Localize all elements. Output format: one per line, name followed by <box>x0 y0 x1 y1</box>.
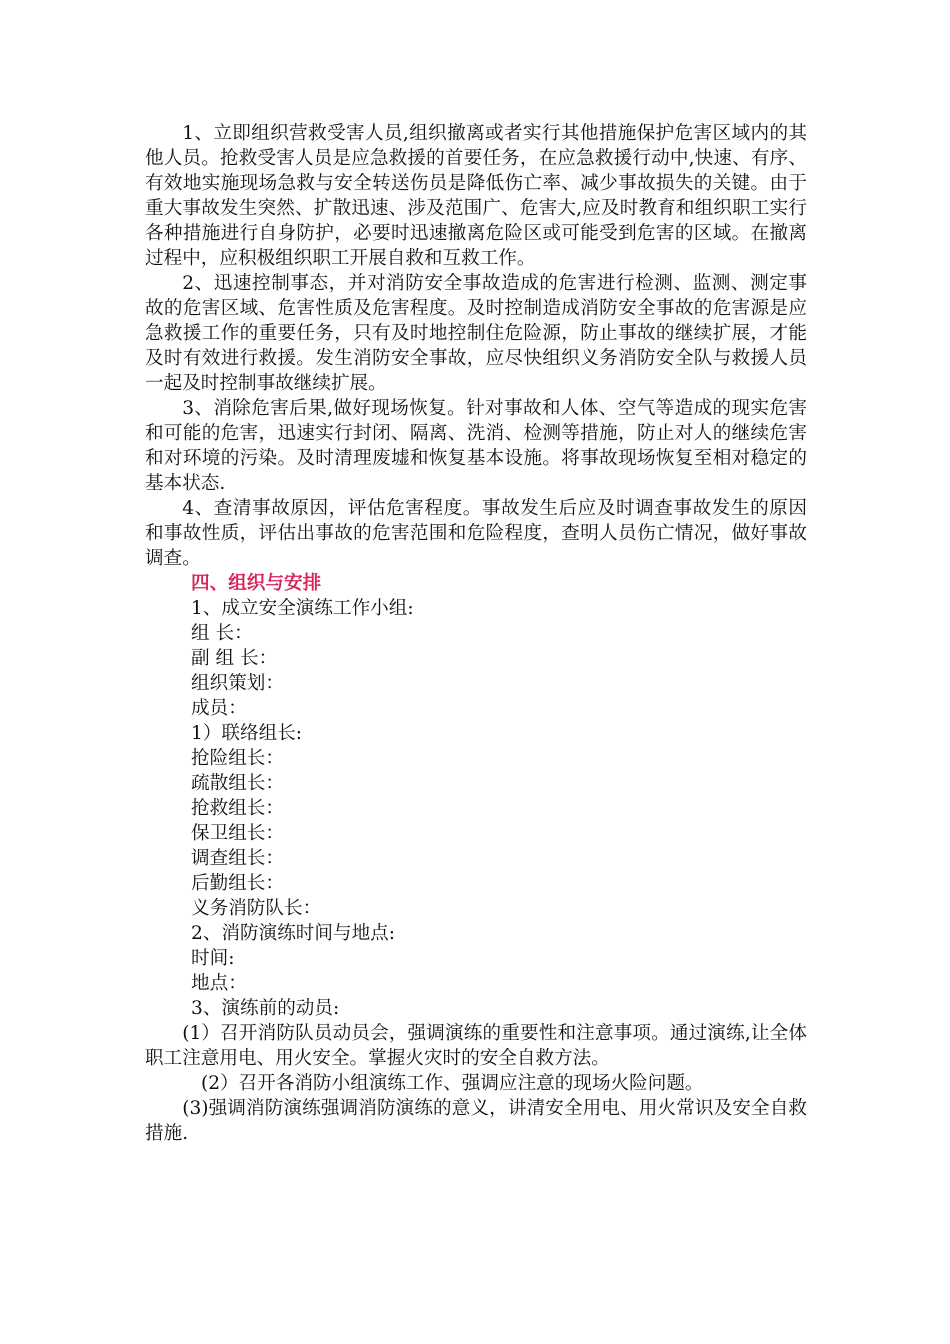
section-heading: 四、组织与安排 <box>191 573 322 594</box>
list-item: 疏散组长： <box>191 773 284 794</box>
document-body <box>145 121 807 1146</box>
list-item: 义务消防队长： <box>191 898 322 919</box>
paragraph-mobilization-3: (3)强调消防演练强调消防演练的意义，讲清安全用电、用火常识及安全自救措施. <box>145 1098 807 1144</box>
list-item: 地点： <box>191 973 247 994</box>
list-item: 组织策划： <box>191 673 284 694</box>
paragraph-mobilization-1: (1）召开消防队员动员会，强调演练的重要性和注意事项。通过演练,让全体职工注意用电、用火安全。掌握火灾时的安全自救方法。 <box>145 1023 807 1069</box>
list-item: 副 组 长： <box>191 648 278 669</box>
list-item: 1、成立安全演练工作小组: <box>191 598 414 619</box>
list-item: 后勤组长： <box>191 873 284 894</box>
paragraph-rescue: 1、立即组织营救受害人员,组织撤离或者实行其他措施保护危害区域内的其他人员。抢救受害人员是应急救援的首要任务，在应急救援行动中,快速、有序、有效地实施现场急救与安全转送伤员是降低伤亡率、减少事故损失的关键。由于重大事故发生突然、扩散迅速、涉及范围广、危害大,应及时教育和组织职工实行各种措施进行自身防护，必要时迅速撤离危险区或可能受到危害的区域。在撤离过程中，应积极组织职工开展自救和互救工作。 <box>145 123 807 269</box>
paragraph-investigation: 4、查清事故原因，评估危害程度。事故发生后应及时调查事故发生的原因和事故性质，评估出事故的危害范围和危险程度，查明人员伤亡情况，做好事故调查。 <box>145 498 807 569</box>
list-item: 调查组长： <box>191 848 284 869</box>
list-item: 时间: <box>191 948 235 969</box>
list-item: 成员： <box>191 698 247 719</box>
list-item: 保卫组长： <box>191 823 284 844</box>
paragraph-control: 2、迅速控制事态，并对消防安全事故造成的危害进行检测、监测、测定事故的危害区域、危害性质及危害程度。及时控制造成消防安全事故的危害源是应急救援工作的重要任务，只有及时地控制住危险源，防止事故的继续扩展，才能及时有效进行救援。发生消防安全事故，应尽快组织义务消防安全队与救援人员一起及时控制事故继续扩展。 <box>145 273 807 394</box>
paragraph-recovery: 3、消除危害后果,做好现场恢复。针对事故和人体、空气等造成的现实危害和可能的危害，迅速实行封闭、隔离、洗消、检测等措施，防止对人的继续危害和对环境的污染。及时清理废墟和恢复基本设施。将事故现场恢复至相对稳定的基本状态. <box>145 398 807 494</box>
list-item: 3、演练前的动员: <box>191 998 340 1019</box>
list-item: 1）联络组长: <box>191 723 303 744</box>
list-item: 2、消防演练时间与地点: <box>191 923 396 944</box>
paragraph-mobilization-2: (2）召开各消防小组演练工作、强调应注意的现场火险问题。 <box>201 1073 704 1094</box>
list-item: 组 长： <box>191 623 253 644</box>
list-item: 抢险组长： <box>191 748 284 769</box>
list-item: 抢救组长： <box>191 798 284 819</box>
